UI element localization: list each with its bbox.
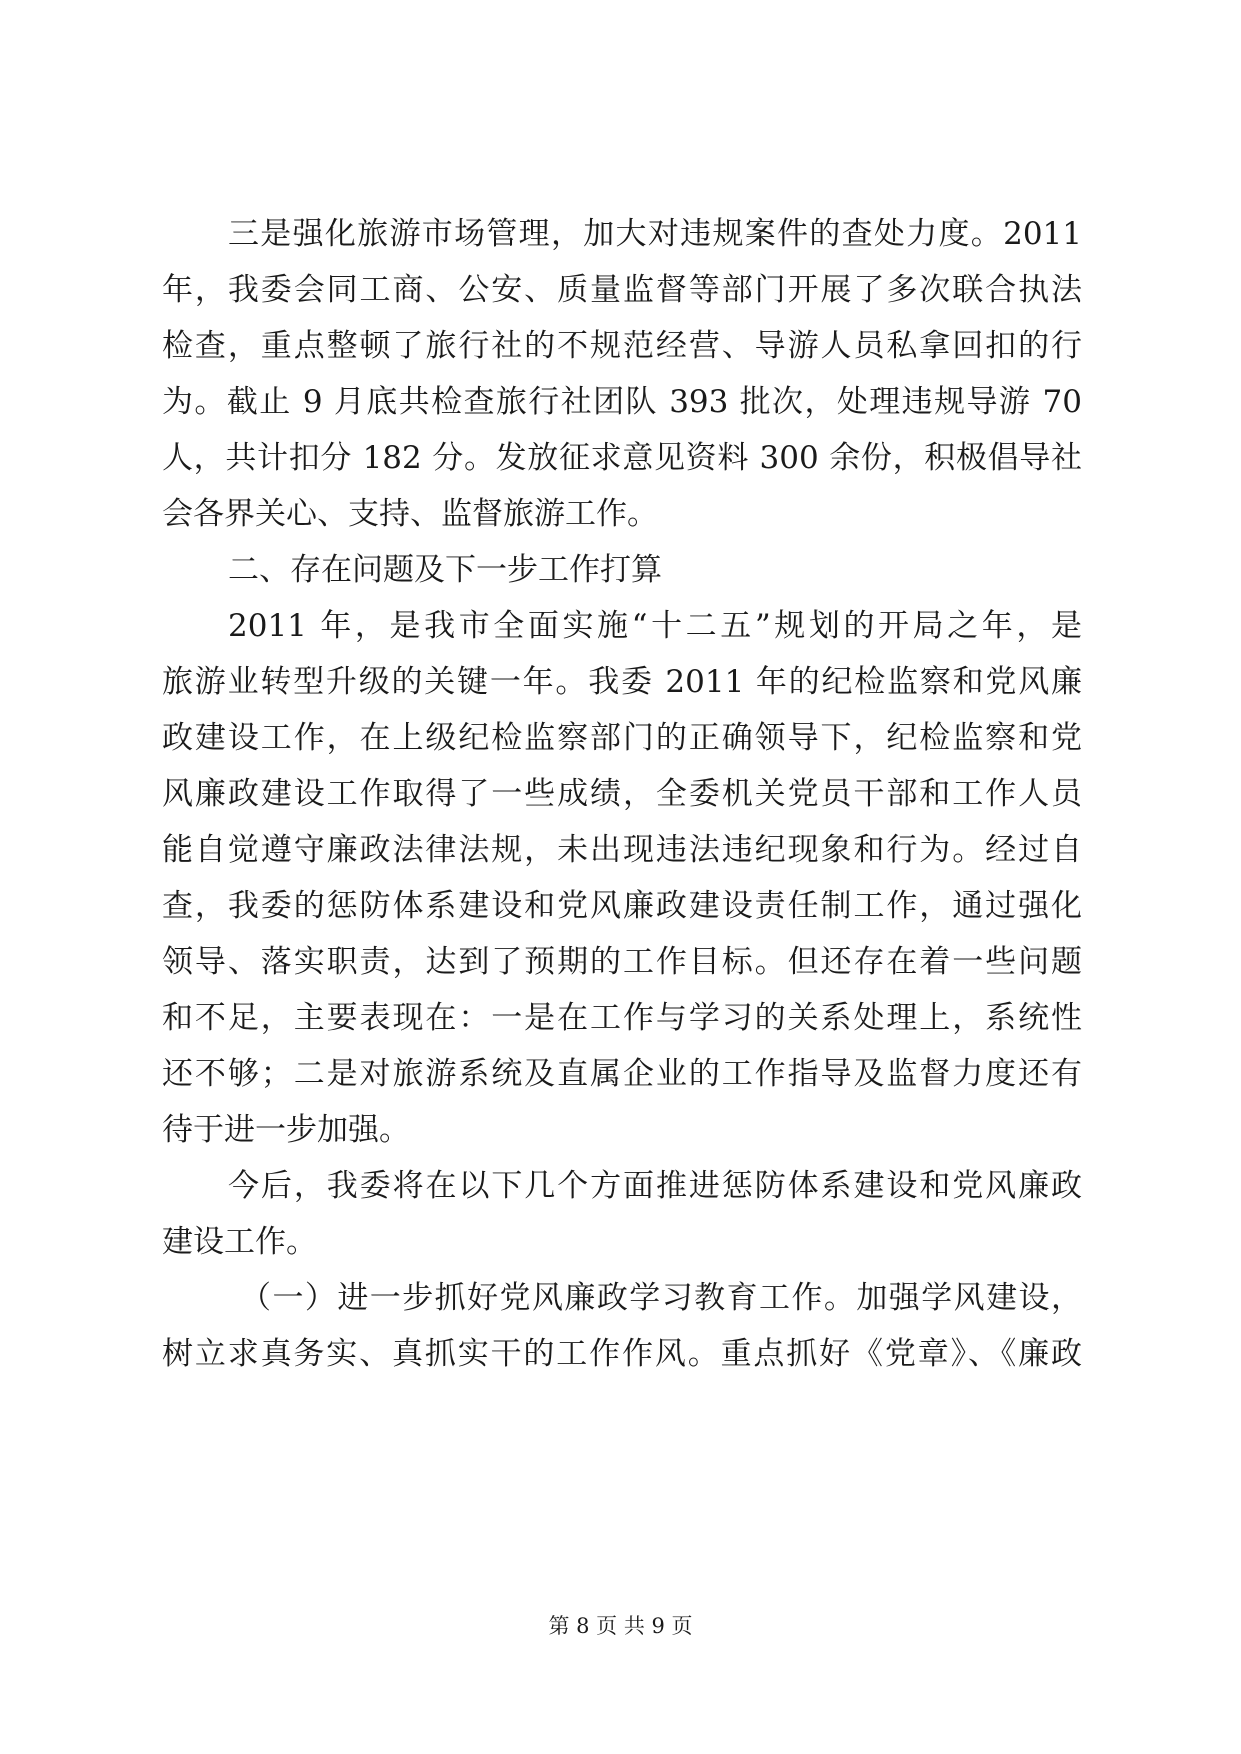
page-footer: 第 8 页 共 9 页	[548, 1614, 693, 1638]
text-line: 风廉政建设工作取得了一些成绩，全委机关党员干部和工作人员	[162, 776, 1082, 812]
text-line: 政建设工作，在上级纪检监察部门的正确领导下，纪检监察和党	[162, 720, 1082, 756]
text-line: 待于进一步加强。	[162, 1112, 410, 1148]
text-line: 树立求真务实、真抓实干的工作作风。重点抓好《党章》、《廉政	[162, 1336, 1082, 1372]
text-line: 2011 年，是我市全面实施“十二五”规划的开局之年，是	[228, 608, 1082, 644]
text-line: 建设工作。	[162, 1224, 317, 1260]
text-line: （一）进一步抓好党风廉政学习教育工作。加强学风建设，	[240, 1280, 1082, 1316]
text-line: 为。截止 9 月底共检查旅行社团队 393 批次，处理违规导游 70	[162, 384, 1082, 420]
text-line: 还不够；二是对旅游系统及直属企业的工作指导及监督力度还有	[162, 1056, 1082, 1092]
section-heading: 二、存在问题及下一步工作打算	[228, 552, 662, 588]
text-line: 和不足，主要表现在：一是在工作与学习的关系处理上，系统性	[162, 1000, 1082, 1036]
text-line: 检查，重点整顿了旅行社的不规范经营、导游人员私拿回扣的行	[162, 328, 1082, 364]
text-line: 会各界关心、支持、监督旅游工作。	[162, 496, 658, 532]
text-line: 能自觉遵守廉政法律法规，未出现违法违纪现象和行为。经过自	[162, 832, 1082, 868]
text-line: 领导、落实职责，达到了预期的工作目标。但还存在着一些问题	[162, 944, 1082, 980]
text-line: 年，我委会同工商、公安、质量监督等部门开展了多次联合执法	[162, 272, 1082, 308]
text-line: 三是强化旅游市场管理，加大对违规案件的查处力度。2011	[228, 216, 1082, 252]
text-line: 人，共计扣分 182 分。发放征求意见资料 300 余份，积极倡导社	[162, 440, 1082, 476]
text-line: 查，我委的惩防体系建设和党风廉政建设责任制工作，通过强化	[162, 888, 1082, 924]
text-line: 旅游业转型升级的关键一年。我委 2011 年的纪检监察和党风廉	[162, 664, 1082, 700]
text-line: 今后，我委将在以下几个方面推进惩防体系建设和党风廉政	[228, 1168, 1082, 1204]
